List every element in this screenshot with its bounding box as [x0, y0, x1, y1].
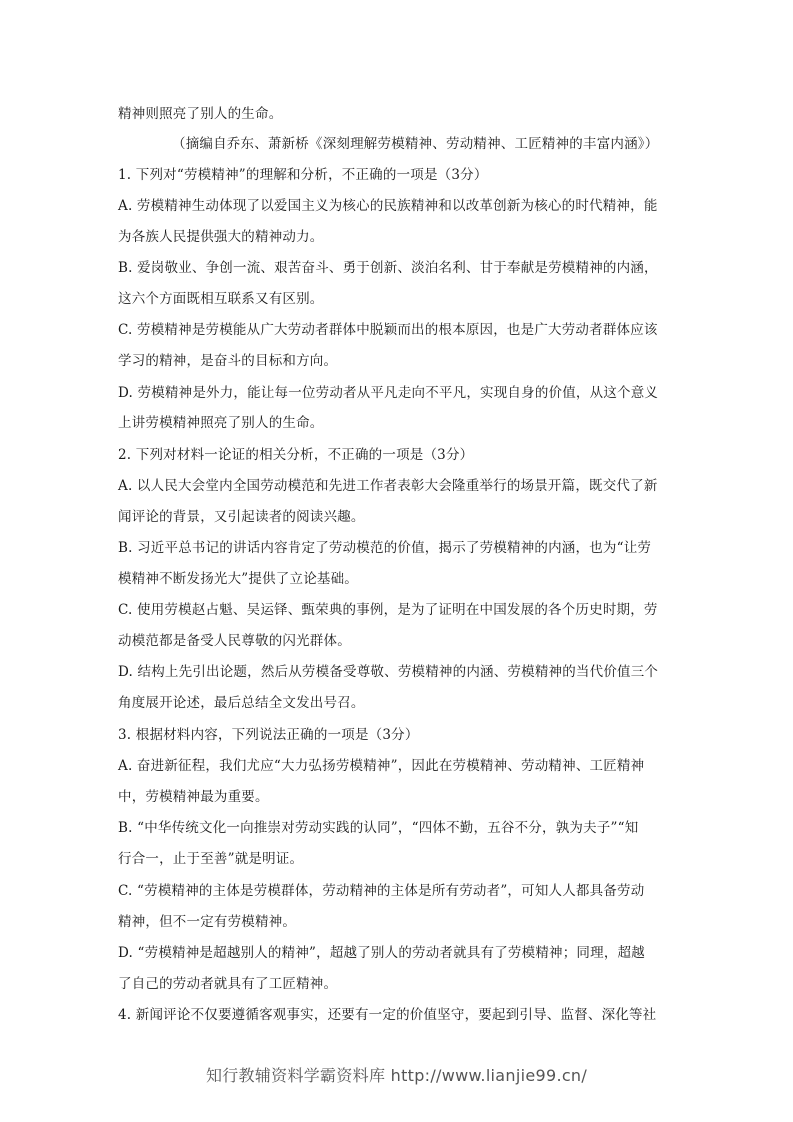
option-text: B. 习近平总书记的讲话内容肯定了劳动模范的价值，揭示了劳模精神的内涵，也为“让劳: [118, 540, 652, 556]
option-text: D. 结构上先引出论题，然后从劳模备受尊敬、劳模精神的内涵、劳模精神的当代价值三个: [118, 664, 659, 680]
option-text: 行合一，止于至善”就是明证。: [118, 851, 304, 867]
option-text: 为各族人民提供强大的精神动力。: [118, 229, 324, 245]
option-text: B. “中华传统文化一向推崇对劳动实践的认同”，“四体不勤，五谷不分，孰为夫子”“知: [118, 820, 639, 836]
question-2: 2. 下列对材料一论证的相关分析，不正确的一项是（3分）: [118, 447, 474, 463]
source-citation: （摘编自乔东、萧新桥《深刻理解劳模精神、劳动精神、工匠精神的丰富内涵》）: [172, 136, 659, 152]
question-4: 4. 新闻评论不仅要遵循客观事实，还要有一定的价值坚守，要起到引导、监督、深化等社: [118, 1007, 657, 1023]
option-text: C. “劳模精神的主体是劳模群体，劳动精神的主体是所有劳动者”，可知人人都具备劳动: [118, 883, 645, 899]
option-text: 动模范都是备受人民尊敬的闪光群体。: [118, 633, 351, 649]
option-text: D. 劳模精神是外力，能让每一位劳动者从平凡走向不平凡，实现自身的价值，从这个意义: [118, 385, 659, 401]
footer-watermark: 知行教辅资料学霸资料库 http://www.lianjie99.cn/: [205, 1066, 588, 1085]
option-text: 角度展开论述，最后总结全文发出号召。: [118, 695, 365, 711]
question-1: 1. 下列对“劳模精神”的理解和分析，不正确的一项是（3分）: [118, 167, 488, 183]
option-text: A. 以人民大会堂内全国劳动模范和先进工作者表彰大会隆重举行的场景开篇，既交代了新: [118, 478, 658, 494]
option-text: A. 奋进新征程，我们尤应“大力弘扬劳模精神”，因此在劳模精神、劳动精神、工匠精神: [118, 758, 645, 774]
option-text: 学习的精神，是奋斗的目标和方向。: [118, 353, 338, 369]
option-text: 上讲劳模精神照亮了别人的生命。: [118, 415, 324, 431]
option-text: 中，劳模精神最为重要。: [118, 789, 269, 805]
option-text: C. 使用劳模赵占魁、吴运铎、甄荣典的事例，是为了证明在中国发展的各个历史时期，劳: [118, 602, 658, 618]
option-text: 精神，但不一定有劳模精神。: [118, 914, 297, 930]
option-text: D. “劳模精神是超越别人的精神”，超越了别人的劳动者就具有了劳模精神；同理，超越: [118, 945, 645, 961]
option-text: A. 劳模精神生动体现了以爱国主义为核心的民族精神和以改革创新为核心的时代精神，能: [118, 198, 658, 214]
option-text: 这六个方面既相互联系又有区别。: [118, 291, 324, 307]
option-text: B. 爱岗敬业、争创一流、艰苦奋斗、勇于创新、淡泊名利、甘于奉献是劳模精神的内涵，: [118, 260, 658, 276]
option-text: 模精神不断发扬光大”提供了立论基础。: [118, 571, 359, 587]
option-text: 了自己的劳动者就具有了工匠精神。: [118, 976, 338, 992]
option-text: C. 劳模精神是劳模能从广大劳动者群体中脱颖而出的根本原因，也是广大劳动者群体应该: [118, 322, 658, 338]
question-3: 3. 根据材料内容，下列说法正确的一项是（3分）: [118, 727, 419, 743]
text-line: 精神则照亮了别人的生命。: [118, 106, 283, 122]
option-text: 闻评论的背景，又引起读者的阅读兴趣。: [118, 509, 365, 525]
